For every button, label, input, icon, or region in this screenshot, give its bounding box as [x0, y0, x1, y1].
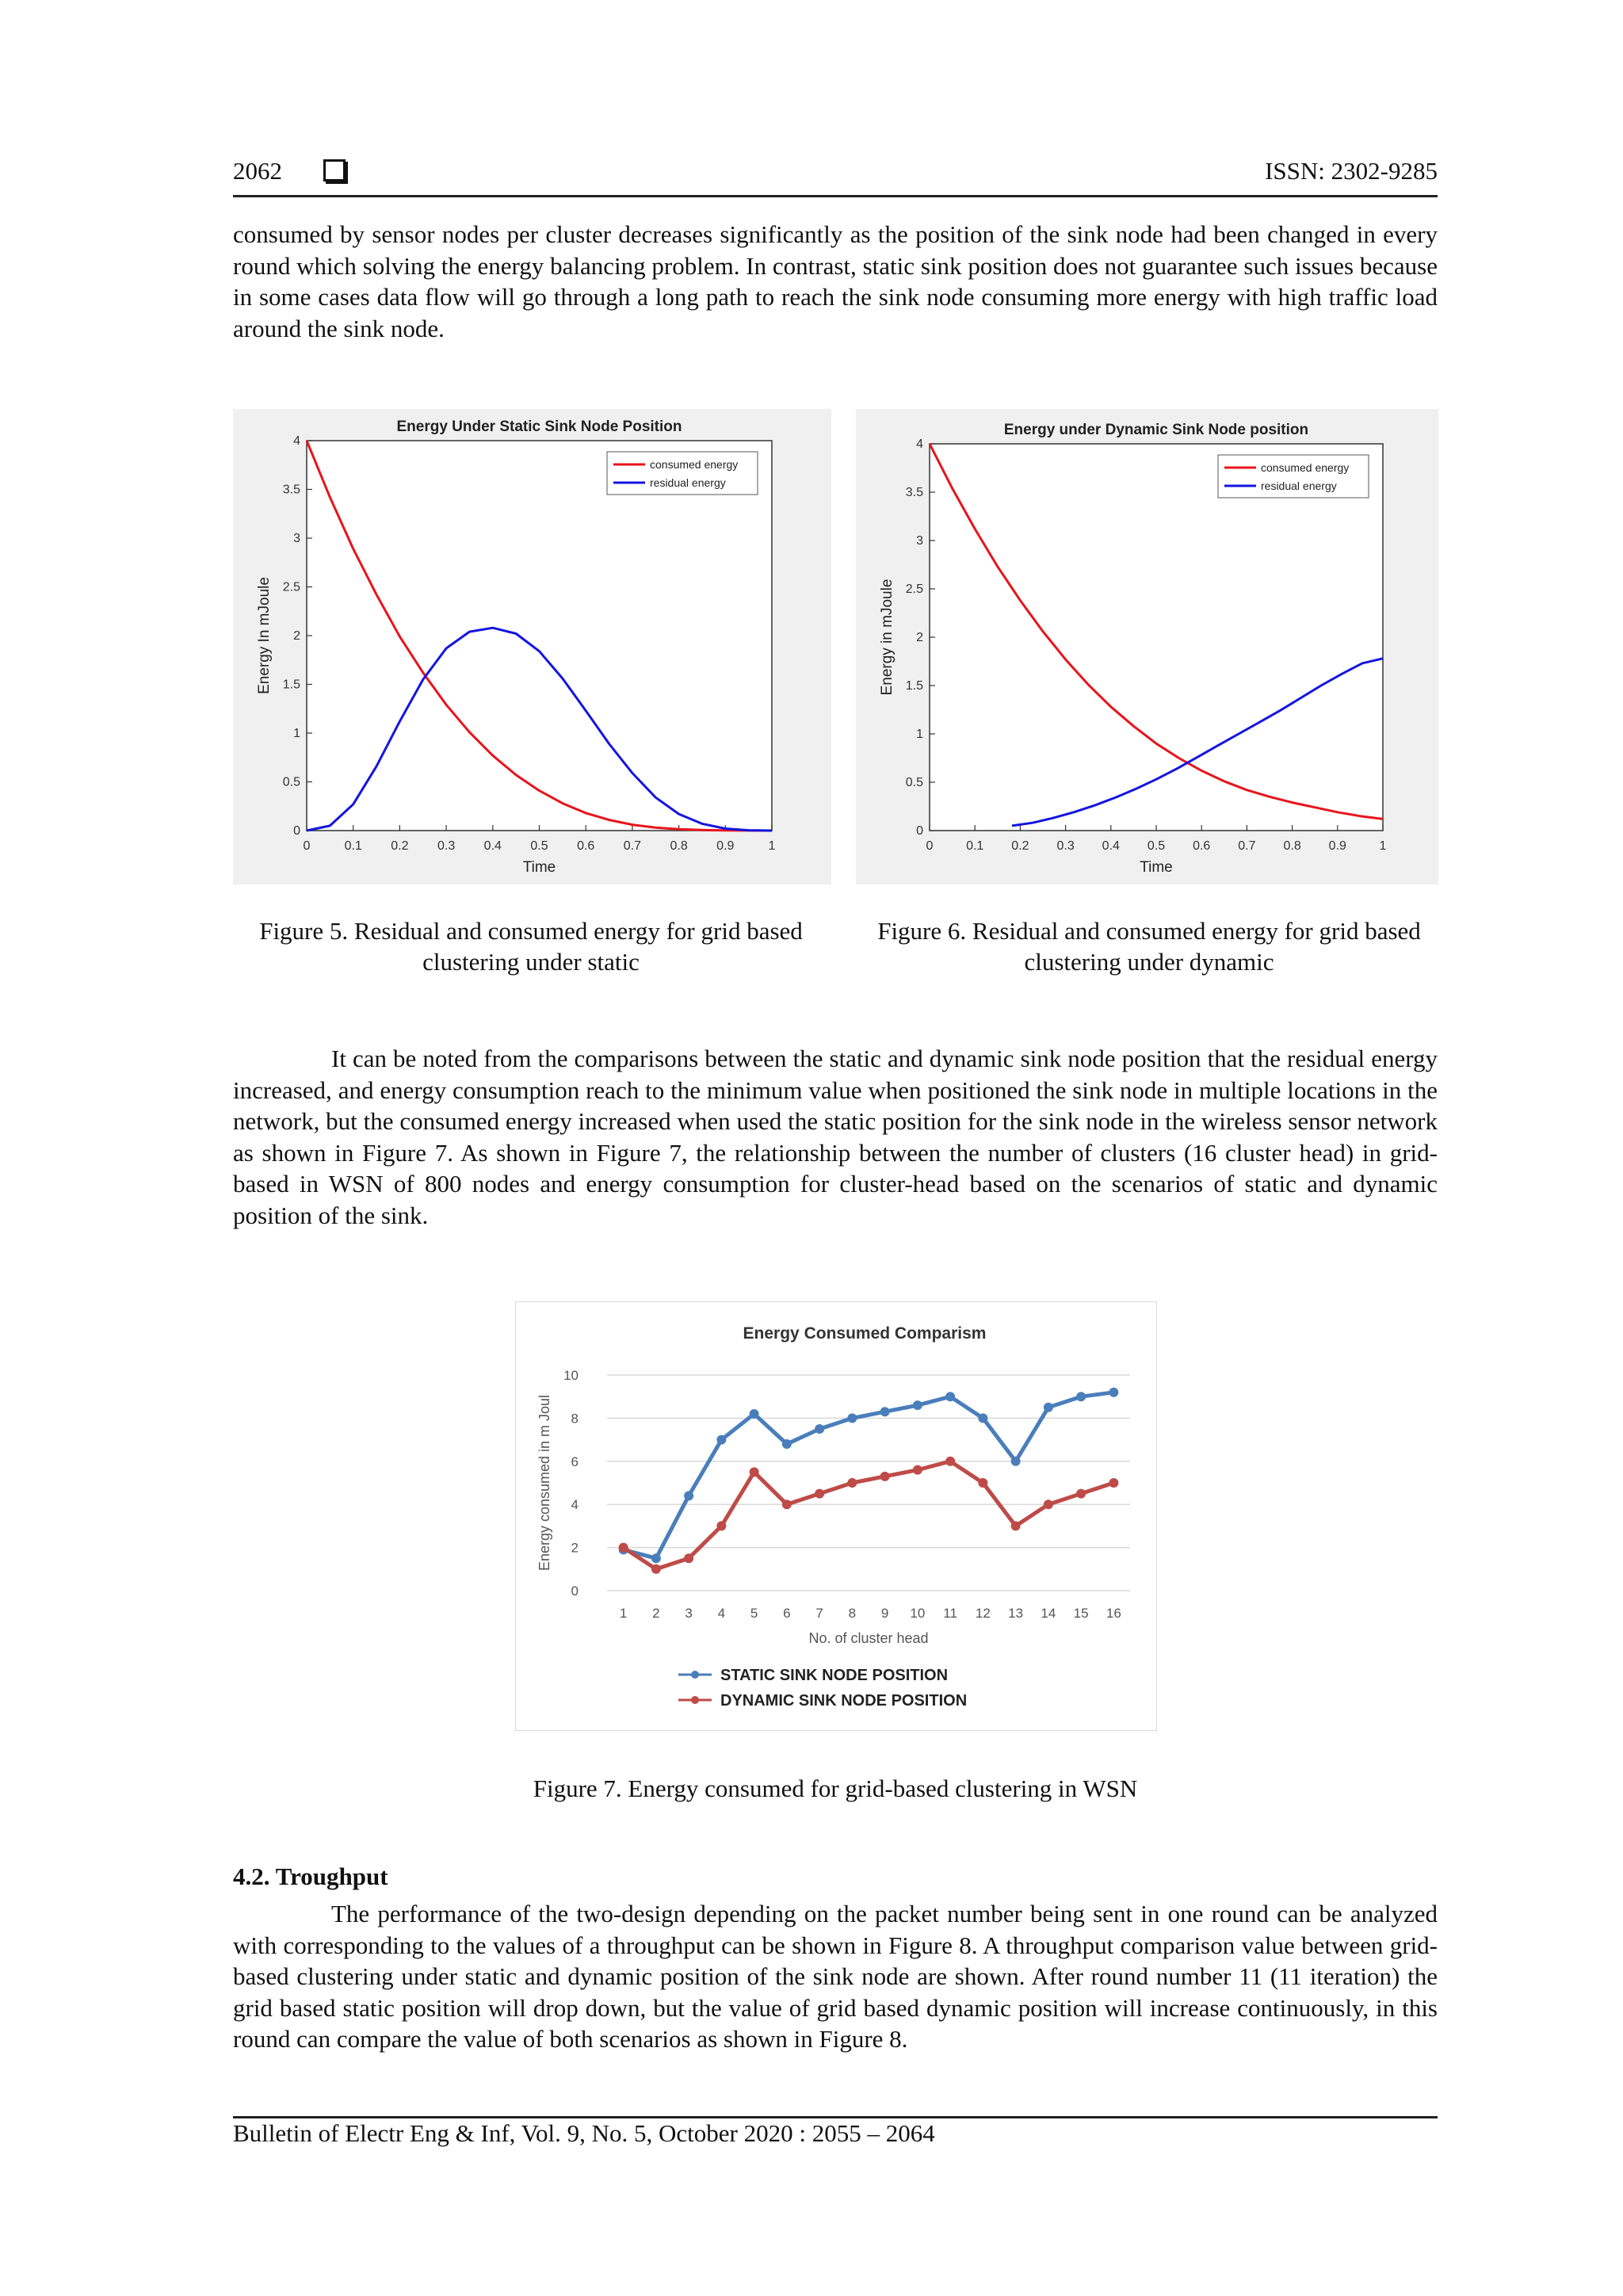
y-tick-label: 6	[571, 1454, 579, 1469]
legend-marker-1	[691, 1696, 699, 1704]
x-tick-label: 9	[880, 1606, 889, 1621]
figure-6-chart	[856, 409, 1438, 884]
data-point	[716, 1435, 726, 1445]
x-tick-label: 14	[1041, 1606, 1056, 1621]
plot-area	[307, 441, 772, 831]
y-tick-label: 2	[916, 631, 923, 644]
x-tick-label: 0	[926, 839, 934, 853]
y-tick-label: 1.5	[282, 678, 300, 692]
figure-5-caption: Figure 5. Residual and consumed energy for grid based clustering under static	[259, 917, 803, 976]
square-bullet-icon	[323, 159, 346, 181]
x-tick-label: 2	[652, 1606, 660, 1621]
x-tick-label: 13	[1008, 1606, 1024, 1621]
x-tick-label: 0.2	[1011, 839, 1029, 853]
data-point	[913, 1400, 922, 1410]
x-tick-label: 1	[619, 1606, 628, 1621]
data-point	[1076, 1392, 1086, 1401]
x-tick-label: 7	[815, 1606, 823, 1621]
data-point	[619, 1543, 628, 1553]
data-point	[847, 1413, 857, 1423]
figure-6-caption: Figure 6. Residual and consumed energy for grid based clustering under dynamic	[877, 917, 1421, 976]
y-tick-label: 0.5	[282, 775, 300, 789]
data-point	[684, 1491, 693, 1500]
x-tick-label: 0.9	[716, 839, 735, 853]
y-tick-label: 4	[293, 434, 300, 448]
y-axis-label: Energy consumed in m Joul	[537, 1394, 552, 1572]
x-tick-label: 0.5	[530, 839, 548, 853]
data-point	[945, 1457, 955, 1466]
x-tick-label: 0.9	[1328, 839, 1346, 853]
data-point	[684, 1553, 693, 1563]
x-tick-label: 1	[768, 839, 776, 853]
figure-7-caption: Figure 7. Energy consumed for grid-based clustering in WSN	[533, 1775, 1138, 1802]
x-axis-label: Time	[522, 859, 556, 876]
x-axis-label: No. of cluster head	[808, 1630, 929, 1646]
x-axis-label: Time	[1140, 859, 1173, 876]
y-tick-label: 2	[293, 629, 300, 643]
issn: ISSN: 2302-9285	[1265, 157, 1438, 185]
data-point	[1109, 1388, 1118, 1397]
x-tick-label: 3	[685, 1606, 693, 1621]
x-tick-label: 12	[975, 1606, 991, 1621]
data-point	[945, 1392, 955, 1401]
y-tick-label: 4	[916, 437, 923, 451]
x-tick-label: 0.3	[437, 839, 456, 853]
y-axis-label: Energy in mJoule	[879, 579, 896, 696]
y-tick-label: 8	[571, 1411, 579, 1427]
x-tick-label: 0	[303, 839, 311, 853]
x-tick-label: 0.8	[670, 839, 688, 853]
x-tick-label: 0.4	[1102, 839, 1120, 853]
series-line-1	[624, 1461, 1114, 1569]
x-tick-label: 0.6	[1193, 839, 1211, 853]
footer-citation: Bulletin of Electr Eng & Inf, Vol. 9, No. 5, October 2020 : 2055 – 2064	[233, 2119, 935, 2147]
y-axis-label: Energy In mJoule	[256, 577, 273, 694]
data-point	[1044, 1499, 1053, 1509]
footer-rule	[233, 2116, 1438, 2118]
data-point	[880, 1407, 890, 1416]
y-tick-label: 3.5	[282, 483, 300, 497]
data-point	[1044, 1403, 1053, 1412]
y-tick-label: 0.5	[905, 776, 923, 789]
data-point	[1011, 1521, 1021, 1530]
y-tick-label: 1	[916, 728, 923, 741]
legend-label-0: consumed energy	[1261, 461, 1350, 474]
data-point	[913, 1465, 922, 1475]
data-point	[978, 1413, 987, 1423]
legend-label-0: consumed energy	[650, 458, 739, 471]
data-point	[880, 1472, 890, 1481]
x-tick-label: 0.2	[391, 839, 409, 853]
plot-area	[930, 444, 1383, 831]
figure-6-svg	[856, 409, 1438, 884]
legend-marker-0	[691, 1671, 699, 1679]
page-number: 2062	[233, 157, 282, 185]
data-point	[815, 1489, 824, 1499]
figure-7-svg	[516, 1302, 1156, 1730]
x-tick-label: 15	[1073, 1606, 1089, 1621]
data-point	[978, 1478, 987, 1488]
y-tick-label: 2	[571, 1540, 579, 1556]
legend-label-1: residual energy	[1261, 479, 1337, 492]
paragraph-comparison: It can be noted from the comparisons between the static and dynamic sink node position that the residual energy increased, and energy consumption reach to the minimum value when positioned the sink node in multiple locations in the network, but the consumed energy increased when used the static position for the sink node in the wireless sensor network as shown in Figure 7. As shown in Figure 7, the relationship between the number of clusters (16 cluster head) in grid-based in WSN of 800 nodes and energy consumption for cluster-head based on the scenarios of static and dynamic position of the sink.	[233, 1045, 1438, 1229]
y-tick-label: 3.5	[905, 486, 923, 499]
y-tick-label: 3	[916, 534, 923, 548]
data-point	[847, 1478, 857, 1488]
figure-5-svg	[233, 409, 831, 884]
chart-title: Energy under Dynamic Sink Node position	[1003, 422, 1309, 438]
x-tick-label: 0.8	[1283, 839, 1301, 853]
x-tick-label: 16	[1106, 1606, 1121, 1621]
x-tick-label: 10	[910, 1606, 926, 1621]
y-tick-label: 1.5	[905, 679, 923, 693]
x-tick-label: 6	[783, 1606, 791, 1621]
x-tick-label: 0.1	[966, 839, 984, 853]
legend-label-1: DYNAMIC SINK NODE POSITION	[720, 1692, 968, 1710]
data-point	[651, 1553, 661, 1563]
x-tick-label: 5	[750, 1606, 758, 1621]
data-point	[750, 1467, 759, 1477]
section-heading: 4.2. Troughput	[233, 1862, 388, 1890]
y-tick-label: 2.5	[282, 580, 300, 594]
x-tick-label: 0.5	[1147, 839, 1166, 853]
data-point	[782, 1439, 792, 1449]
data-point	[815, 1424, 824, 1434]
x-tick-label: 8	[848, 1606, 857, 1621]
paragraph-throughput: The performance of the two-design depending on the packet number being sent in one round can be analyzed with corresponding to the values of a throughput can be shown in Figure 8. A throughput comparison value between grid-based clustering under static and dynamic position of the sink node are shown. After round number 11 (11 iteration) the grid based static position will drop down, but the value of grid based dynamic position will increase continuously, in this round can compare the value of both scenarios as shown in Figure 8.	[233, 1900, 1438, 2053]
data-point	[1076, 1489, 1086, 1499]
y-tick-label: 4	[571, 1497, 579, 1513]
series-line-0	[624, 1392, 1114, 1558]
x-tick-label: 11	[943, 1606, 957, 1621]
x-tick-label: 4	[717, 1606, 726, 1621]
data-point	[1011, 1457, 1021, 1466]
x-tick-label: 0.7	[1238, 839, 1256, 853]
x-tick-label: 0.7	[623, 839, 642, 853]
data-point	[782, 1499, 792, 1509]
legend-label-1: residual energy	[650, 476, 726, 489]
data-point	[716, 1521, 726, 1530]
y-tick-label: 10	[563, 1368, 579, 1383]
paragraph-intro: consumed by sensor nodes per cluster decreases significantly as the position of the sink node had been changed in every round which solving the energy balancing problem. In contrast, static sink position does not guarantee such issues because in some cases data flow will go through a long path to reach the sink node consuming more energy with high traffic load around the sink node.	[233, 220, 1438, 342]
x-tick-label: 0.1	[344, 839, 362, 853]
legend-label-0: STATIC SINK NODE POSITION	[720, 1667, 949, 1684]
data-point	[1109, 1478, 1118, 1488]
x-tick-label: 0.4	[483, 839, 502, 853]
x-tick-label: 0.6	[577, 839, 595, 853]
figure-5-chart	[233, 409, 831, 884]
chart-title: Energy Under Static Sink Node Position	[396, 418, 682, 435]
data-point	[750, 1409, 759, 1419]
x-tick-label: 0.3	[1056, 839, 1075, 853]
y-tick-label: 0	[916, 824, 923, 838]
chart-title: Energy Consumed Comparism	[743, 1324, 987, 1343]
x-tick-label: 1	[1379, 839, 1387, 853]
y-tick-label: 1	[293, 727, 300, 740]
page-header	[233, 155, 1438, 197]
y-tick-label: 2.5	[905, 583, 923, 596]
data-point	[651, 1564, 661, 1574]
y-tick-label: 0	[571, 1584, 579, 1599]
y-tick-label: 0	[293, 824, 300, 838]
y-tick-label: 3	[293, 532, 300, 545]
figure-7-chart	[515, 1301, 1157, 1731]
